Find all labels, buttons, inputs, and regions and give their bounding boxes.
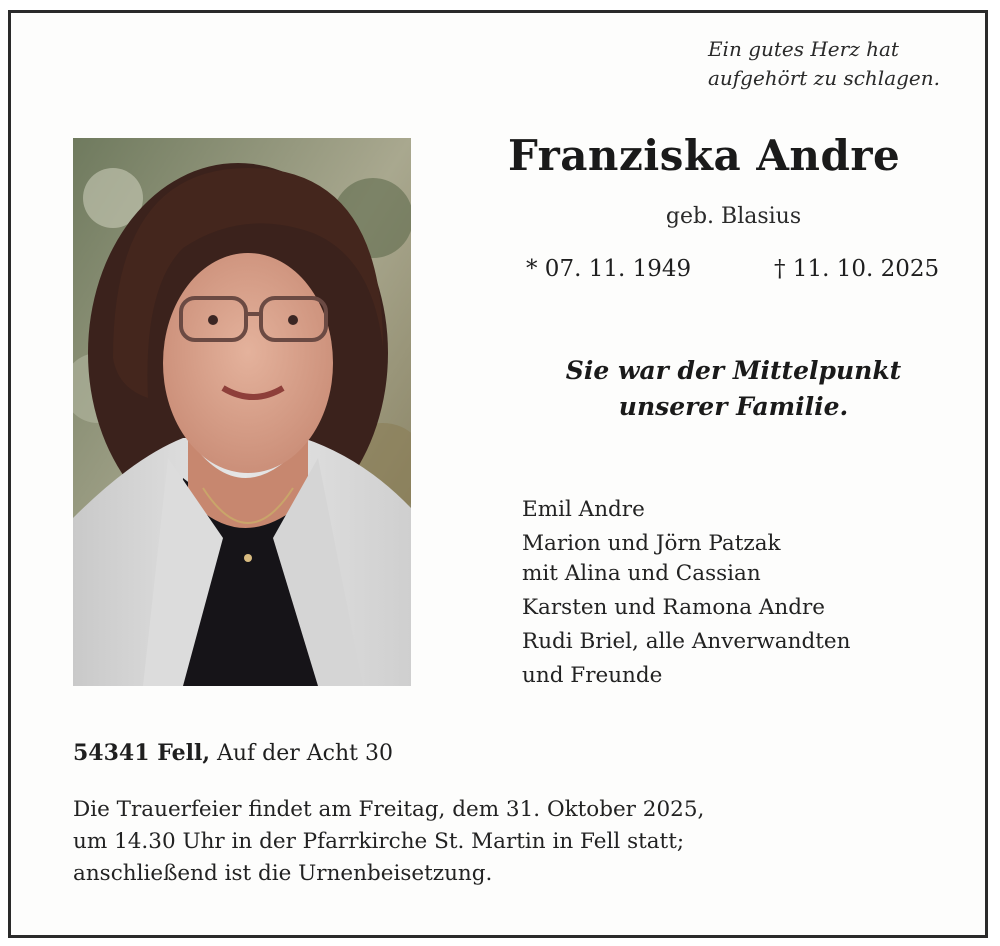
mourner-line: Karsten und Ramona Andre: [522, 595, 825, 620]
birth-date: * 07. 11. 1949: [526, 256, 692, 282]
mourner-line: Emil Andre: [522, 497, 645, 522]
mourner-line: mit Alina und Cassian: [522, 561, 761, 586]
motto-line-2: aufgehört zu schlagen.: [707, 66, 940, 90]
mourner-line: Marion und Jörn Patzak: [522, 531, 781, 556]
mourner-line: Rudi Briel, alle Anverwandten: [522, 629, 851, 654]
address-street: Auf der Acht 30: [216, 741, 393, 766]
deceased-name: Franziska Andre: [508, 131, 901, 180]
service-line-1: Die Trauerfeier findet am Freitag, dem 31. Oktober 2025,: [73, 797, 705, 822]
quote-line-2: unserer Familie.: [618, 392, 849, 421]
service-line-3: anschließend ist die Urnenbeisetzung.: [73, 861, 493, 886]
service-line-2: um 14.30 Uhr in der Pfarrkirche St. Martin in Fell statt;: [73, 829, 685, 854]
mourner-line: und Freunde: [522, 663, 663, 688]
maiden-name: geb. Blasius: [665, 204, 802, 229]
motto: [708, 35, 940, 93]
address-city: 54341 Fell,: [73, 740, 210, 766]
obituary-notice: [8, 10, 988, 938]
death-date: † 11. 10. 2025: [774, 256, 940, 282]
family-address: [73, 740, 393, 766]
motto-line-1: Ein gutes Herz hat: [707, 37, 899, 61]
funeral-service-info: [73, 794, 704, 890]
memorial-quote: [511, 353, 956, 425]
mourners-list: [522, 493, 850, 693]
portrait-photo: [73, 138, 411, 686]
quote-line-1: Sie war der Mittelpunkt: [565, 356, 902, 385]
